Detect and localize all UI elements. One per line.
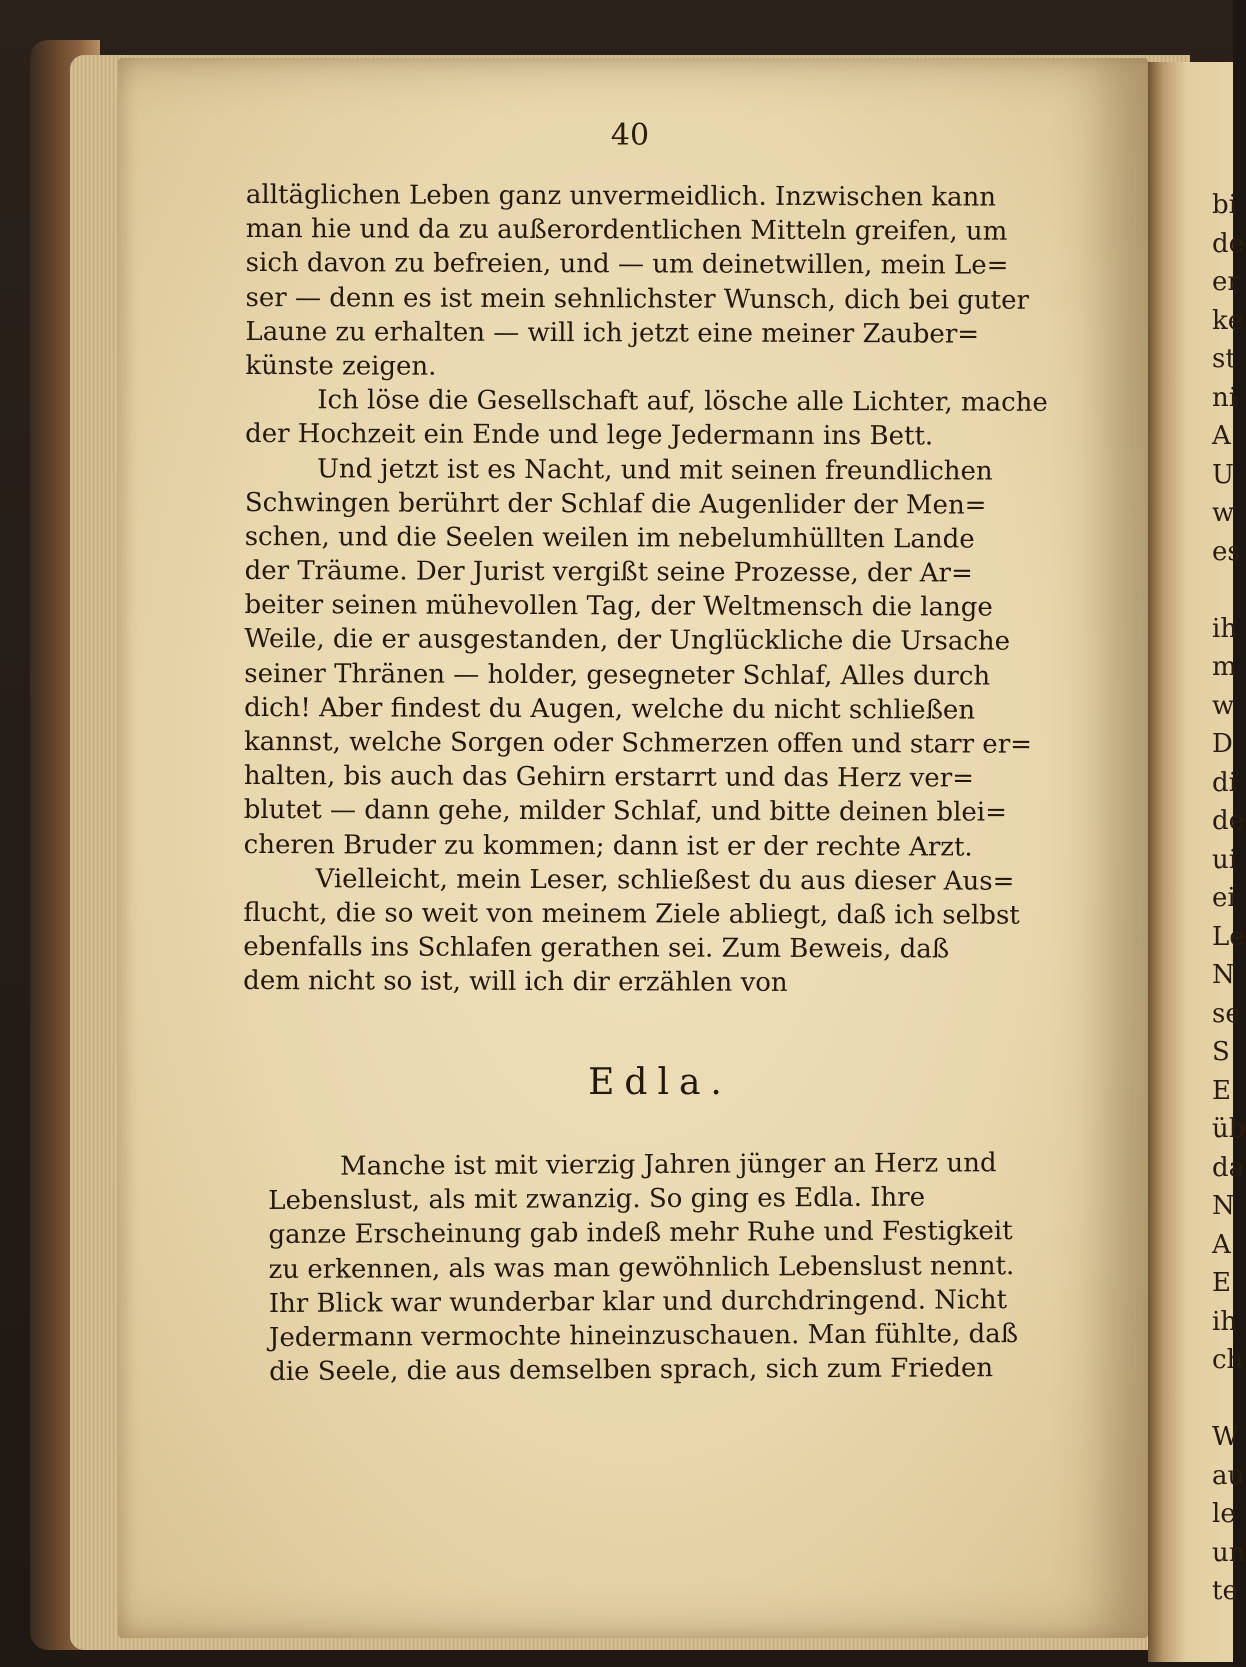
facing-page-fragment: S — [1212, 1037, 1230, 1067]
facing-page-fragment: E — [1212, 1075, 1231, 1106]
text-line: Weile, die er ausgestanden, der Unglückliche die Ursache — [244, 624, 1011, 658]
facing-page-fragment: w — [1212, 498, 1235, 528]
facing-page-fragment: U — [1212, 459, 1234, 490]
text-line: Manche ist mit vierzig Jahren jünger an Herz und — [340, 1148, 997, 1182]
text-line: Lebenslust, als mit zwanzig. So ging es Edla. Ihre — [268, 1182, 926, 1217]
facing-page-fragment: ei — [1212, 883, 1236, 913]
facing-page-fragment: st — [1212, 344, 1236, 374]
text-line: Vielleicht, mein Leser, schließest du aus dieser Aus= — [315, 863, 1015, 897]
text-line: man hie und da zu außerordentlichen Mitteln greifen, um — [245, 214, 1008, 247]
facing-page-edge — [1148, 62, 1246, 1662]
text-line: flucht, die so weit von meinem Ziele abliegt, daß ich selbst — [243, 897, 1020, 931]
text-line: ser — denn es ist mein sehnlichster Wunsch, dich bei guter — [245, 282, 1030, 316]
text-line: beiter seinen mühevollen Tag, der Weltmensch die lange — [244, 590, 993, 623]
facing-page-fragment: ui — [1212, 844, 1238, 875]
facing-page-fragment: Le — [1212, 921, 1245, 952]
text-line: Ich löse die Gesellschaft auf, lösche alle Lichter, mache — [317, 385, 1048, 418]
text-line: ganze Erscheinung gab indeß mehr Ruhe und Festigkeit — [268, 1216, 1013, 1251]
text-line: künste zeigen. — [245, 350, 437, 382]
text-line: dich! Aber findest du Augen, welche du nicht schließen — [244, 692, 976, 726]
facing-page-fragment: ke — [1212, 305, 1244, 336]
text-line: die Seele, die aus demselben sprach, sich zum Frieden — [269, 1353, 994, 1388]
facing-page-fragment: A — [1212, 421, 1231, 451]
text-line: Schwingen berührt der Schlaf die Augenlider der Men= — [244, 487, 987, 521]
facing-page-fragment: m — [1212, 652, 1237, 682]
text-line: halten, bis auch das Gehirn erstarrt und das Herz ver= — [243, 761, 974, 794]
text-line: Und jetzt ist es Nacht, und mit seinen freundlichen — [316, 453, 993, 487]
facing-page-fragment: er — [1212, 267, 1240, 297]
text-line: zu erkennen, als was man gewöhnlich Lebenslust nennt. — [268, 1250, 1015, 1285]
facing-page-fragment: ni — [1212, 382, 1238, 413]
page-number: 40 — [610, 118, 650, 153]
body-text-bottom — [268, 1146, 1059, 1389]
text-line: blutet — dann gehe, milder Schlaf, und bitte deinen blei= — [243, 795, 1007, 829]
facing-page-fragment: N — [1212, 1191, 1235, 1221]
facing-page-fragment: E — [1212, 1268, 1231, 1298]
facing-page-fragment: de — [1212, 806, 1245, 836]
text-line: schen, und die Seelen weilen im nebelumhüllten Lande — [244, 521, 975, 555]
facing-page-fragment: se — [1212, 998, 1241, 1029]
facing-page-fragment: es — [1212, 536, 1241, 567]
facing-page-fragment: te — [1212, 1576, 1238, 1606]
chapter-heading: Edla. — [588, 1062, 732, 1103]
facing-page-fragment: di — [1212, 767, 1237, 798]
text-line: sich davon zu befreien, und — um deinetwillen, mein Le= — [245, 248, 1009, 282]
text-line: kannst, welche Sorgen oder Schmerzen offen und starr er= — [243, 726, 1033, 760]
facing-page-fragment: w — [1212, 690, 1235, 721]
text-line: cheren Bruder zu kommen; dann ist er der rechte Arzt. — [243, 829, 973, 863]
facing-page-fragment: N — [1212, 960, 1235, 990]
facing-page-fragment: un — [1212, 1537, 1246, 1568]
body-text-top — [243, 178, 1048, 1001]
text-line: ebenfalls ins Schlafen gerathen sei. Zum Beweis, daß — [243, 932, 950, 965]
text-line: der Hochzeit ein Ende und lege Jedermann ins Bett. — [245, 419, 934, 452]
facing-page-fragment: au — [1212, 1460, 1245, 1491]
facing-page-fragment: de — [1212, 228, 1245, 259]
text-line: alltäglichen Leben ganz unvermeidlich. Inzwischen kann — [245, 179, 997, 213]
text-line: dem nicht so ist, will ich dir erzählen von — [243, 966, 788, 999]
text-line: Ihr Blick war wunderbar klar und durchdringend. Nicht — [268, 1284, 1008, 1319]
facing-page-fragment: le — [1212, 1499, 1236, 1529]
text-line: Laune zu erhalten — will ich jetzt eine meiner Zauber= — [245, 316, 980, 350]
text-line: seiner Thränen — holder, gesegneter Schlaf, Alles durch — [244, 658, 991, 692]
facing-page-fragment: W — [1212, 1422, 1239, 1452]
facing-page-fragment: üb — [1212, 1114, 1246, 1144]
facing-page-fragment: ih — [1212, 1306, 1238, 1337]
facing-page-fragment: A — [1212, 1229, 1231, 1260]
facing-page-fragment: ih — [1212, 613, 1238, 644]
facing-page-fragment: da — [1212, 1152, 1245, 1183]
text-line: Jedermann vermochte hineinzuschauen. Man fühlte, daß — [268, 1319, 1019, 1353]
text-line: der Träume. Der Jurist vergißt seine Prozesse, der Ar= — [244, 556, 973, 589]
facing-page-fragment: bi — [1212, 190, 1237, 220]
facing-page-fragment: D — [1212, 729, 1233, 759]
facing-page-fragment: ch — [1212, 1345, 1244, 1375]
